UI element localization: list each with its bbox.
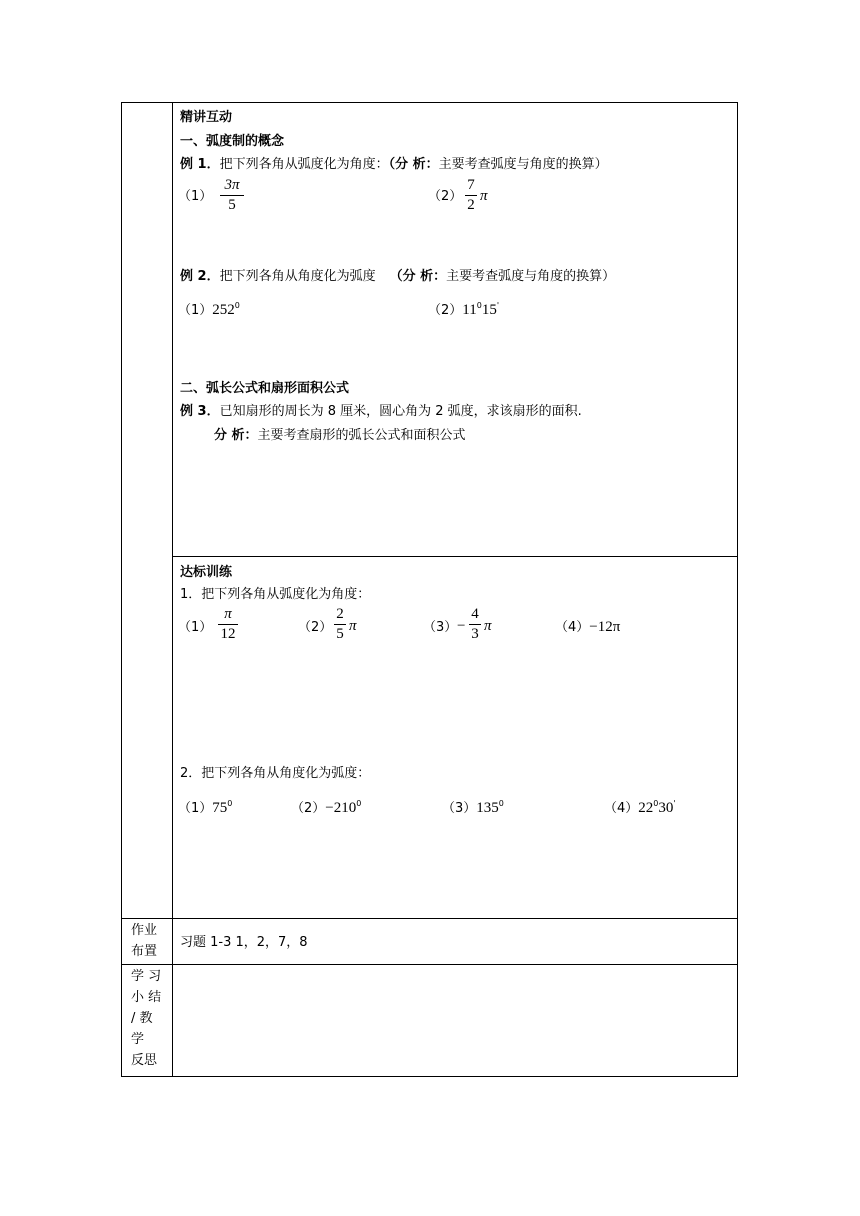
fraction-bar xyxy=(465,195,477,196)
homework-label-line-1: 作业 xyxy=(131,923,158,938)
degree-mark: 0 xyxy=(356,799,362,808)
row-divider-1 xyxy=(172,556,738,557)
section-heading-practice: 达标训练 xyxy=(180,565,233,580)
angle-value: 11 xyxy=(462,302,477,318)
example-2-item-1 xyxy=(178,303,240,319)
degree-mark: 0 xyxy=(653,799,659,808)
item-label: （4） xyxy=(555,620,590,635)
degree-mark: 0 xyxy=(498,799,504,808)
minute-mark: ' xyxy=(496,301,500,310)
question-2-text: 2．把下列各角从角度化为弧度： xyxy=(180,766,371,781)
example-2-text: 把下列各角从角度化为弧度 xyxy=(219,269,376,284)
fraction-numerator: 4 xyxy=(471,606,479,622)
example-2-item-2 xyxy=(428,303,499,319)
column-divider xyxy=(172,102,173,1077)
angle-value: 252 xyxy=(212,302,235,318)
fraction-denominator: 5 xyxy=(336,626,344,642)
minute-mark: ' xyxy=(673,799,676,808)
item-label: （4） xyxy=(604,801,639,816)
fraction-denominator: 5 xyxy=(228,197,236,213)
row-divider-3 xyxy=(121,964,738,965)
question-2-item-2 xyxy=(291,801,361,817)
item-label: （2） xyxy=(428,303,463,318)
example-2-analysis-label: （分 析： xyxy=(389,269,447,284)
question-1-item-3-pi: π xyxy=(484,618,492,634)
minutes-value: 30 xyxy=(658,800,674,816)
question-1-item-4 xyxy=(555,620,620,635)
example-1-item-1-fraction xyxy=(220,177,244,214)
example-1-item-2-pi: π xyxy=(480,188,488,204)
degree-mark: 0 xyxy=(227,799,233,808)
minutes-value: 15 xyxy=(481,302,497,318)
homework-content: 习题 1-3 1，2，7，8 xyxy=(180,935,308,950)
question-2-item-4 xyxy=(604,801,676,817)
fraction-denominator: 2 xyxy=(467,197,475,213)
question-1-item-3-fraction xyxy=(469,606,481,643)
fraction-numerator: 2 xyxy=(336,606,344,622)
summary-label-line-2: 小 结 xyxy=(131,990,162,1005)
fraction-numerator: 3π xyxy=(224,177,240,193)
homework-label-line-2: 布置 xyxy=(131,944,158,959)
example-1-item-2-fraction xyxy=(465,177,477,214)
question-1-item-1-fraction xyxy=(218,606,238,643)
item-label: （3） xyxy=(442,801,477,816)
example-2-analysis-text: 主要考查弧度与角度的换算） xyxy=(446,269,616,284)
example-3-analysis-text: 主要考查扇形的弧长公式和面积公式 xyxy=(257,428,466,443)
subheading-radian-concept: 一、弧度制的概念 xyxy=(180,134,285,149)
example-3-line xyxy=(180,404,582,419)
summary-label-line-5: 反思 xyxy=(131,1053,158,1068)
item-label: （1） xyxy=(178,303,213,318)
example-3-analysis xyxy=(214,428,466,443)
angle-value: −210 xyxy=(325,800,357,816)
example-2-label: 例 2． xyxy=(180,269,220,284)
example-3-label: 例 3． xyxy=(180,404,220,419)
section-heading-interaction: 精讲互动 xyxy=(180,110,233,125)
question-1-item-3-label: （3） xyxy=(423,620,458,635)
row-divider-2 xyxy=(121,918,738,919)
question-1-text: 1．把下列各角从弧度化为角度： xyxy=(180,587,371,602)
item-label: （1） xyxy=(178,801,213,816)
summary-label-line-4: 学 xyxy=(131,1032,145,1047)
example-1-text: 把下列各角从弧度化为角度： xyxy=(219,157,389,172)
example-1-analysis-label: （分 析： xyxy=(388,157,439,172)
summary-label-line-3: / 教 xyxy=(131,1011,153,1026)
question-1-item-3-minus: − xyxy=(457,618,466,634)
fraction-bar xyxy=(469,624,481,625)
example-1-line xyxy=(180,157,608,172)
example-1-item-1-label: （1） xyxy=(178,189,213,204)
question-1-item-2-fraction xyxy=(334,606,346,643)
item-label: （2） xyxy=(291,801,326,816)
fraction-numerator: 7 xyxy=(467,177,475,193)
fraction-bar xyxy=(220,195,244,196)
summary-label xyxy=(131,966,167,1071)
degree-mark: 0 xyxy=(234,301,240,310)
fraction-denominator: 12 xyxy=(220,626,236,642)
angle-value: 135 xyxy=(476,800,499,816)
example-3-text: 已知扇形的周长为 8 厘米，圆心角为 2 弧度，求该扇形的面积. xyxy=(219,404,582,419)
question-2-item-3 xyxy=(442,801,504,817)
degree-mark: 0 xyxy=(476,301,482,310)
angle-value: 75 xyxy=(212,800,228,816)
fraction-denominator: 3 xyxy=(471,626,479,642)
fraction-numerator: π xyxy=(224,606,232,622)
fraction-bar xyxy=(334,624,346,625)
fraction-bar xyxy=(218,624,238,625)
example-3-analysis-label: 分 析： xyxy=(214,428,258,443)
question-1-item-2-label: （2） xyxy=(298,620,333,635)
question-2-item-1 xyxy=(178,801,232,817)
example-2-line xyxy=(180,269,615,284)
summary-label-line-1: 学 习 xyxy=(131,969,162,984)
example-1-label: 例 1． xyxy=(180,157,220,172)
question-1-item-2-pi: π xyxy=(349,618,357,634)
subheading-arc-length: 二、弧长公式和扇形面积公式 xyxy=(180,381,350,396)
example-1-item-2-label: （2） xyxy=(428,189,463,204)
angle-value: 22 xyxy=(638,800,654,816)
angle-value: −12π xyxy=(589,619,621,635)
homework-label xyxy=(131,920,157,962)
example-1-analysis-text: 主要考查弧度与角度的换算） xyxy=(438,157,608,172)
question-1-item-1-label: （1） xyxy=(178,620,213,635)
